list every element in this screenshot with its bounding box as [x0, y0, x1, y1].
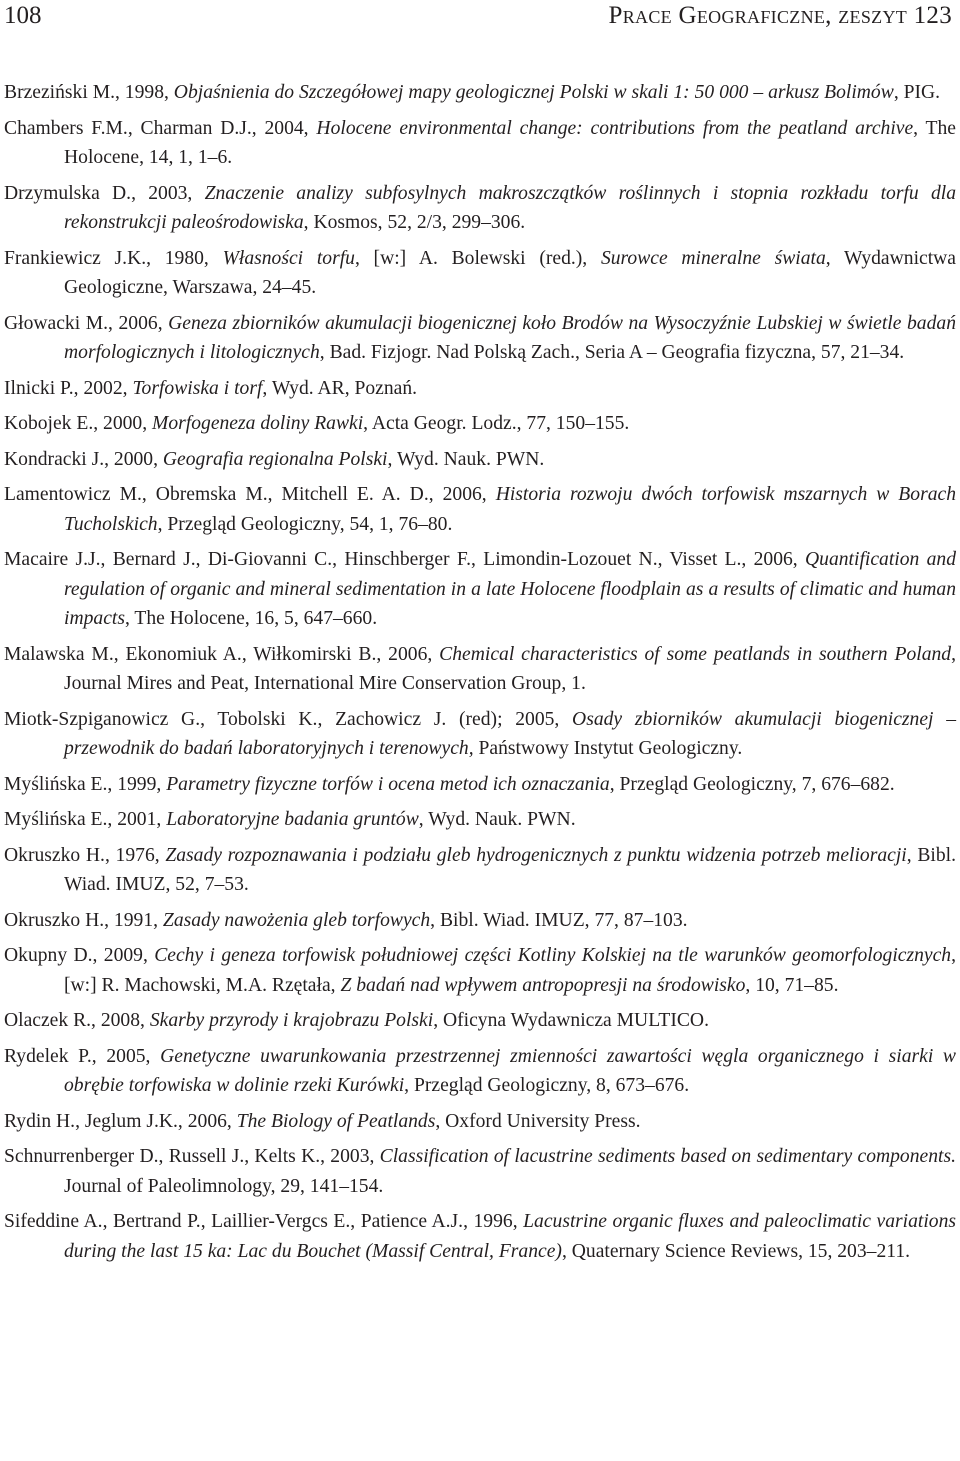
reference-entry: [0, 805, 960, 835]
reference-title: Holocene environmental change: contributions from the peatland archive: [316, 117, 914, 139]
reference-title: Quantification and regulation of organic and mineral sedimentation in a late Holocene floodplain as a results of climatic and human impacts: [64, 549, 956, 629]
reference-text: , 10, 71–85.: [745, 974, 839, 996]
reference-entry: [0, 906, 960, 936]
reference-text: Frankiewicz J.K., 1980,: [4, 247, 223, 269]
reference-entry: [0, 1006, 960, 1036]
reference-title: Własności torfu: [222, 247, 355, 269]
reference-entry: [0, 309, 960, 368]
journal-title: Prace Geograficzne, zeszyt 123: [608, 2, 952, 29]
reference-text: Ilnicki P., 2002,: [4, 377, 133, 399]
reference-text: Okruszko H., 1991,: [4, 909, 163, 931]
page-number: 108: [4, 2, 42, 29]
reference-entry: [0, 640, 960, 699]
reference-title: Geneza zbiorników akumulacji biogenicznej koło Brodów na Wysoczyźnie Lubskiej w świetle badań morfologicznych i litologicznych: [64, 312, 956, 363]
reference-list: [0, 78, 960, 1266]
reference-text: Okruszko H., 1976,: [4, 844, 166, 866]
reference-text: , Kosmos, 52, 2/3, 299–306.: [303, 212, 526, 233]
reference-text: , PIG.: [893, 82, 941, 103]
reference-title: Cechy i geneza torfowisk południowej części Kotliny Kolskiej na tle warunków geomorfologicznych: [154, 945, 952, 966]
reference-title: Laboratoryjne badania gruntów: [166, 809, 419, 830]
reference-title: Znaczenie analizy subfosylnych makroszczątków roślinnych i stopnia rozkładu torfu dla rekonstrukcji paleośrodowiska: [64, 182, 956, 233]
reference-text: Macaire J.J., Bernard J., Di-Giovanni C., Hinschberger F., Limondin-Lozouet N., Visset L., 2006,: [4, 549, 806, 570]
reference-title: Skarby przyrody i krajobrazu Polski: [149, 1010, 434, 1031]
reference-text: , Journal Mires and Peat, International Mire Conservation Group, 1.: [64, 643, 956, 694]
reference-title: Lacustrine organic fluxes and paleoclimatic variations during the last 15 ka: Lac du Bouchet (Massif Central, France): [64, 1211, 956, 1262]
reference-text: Rydelek P., 2005,: [4, 1045, 161, 1067]
reference-text: Rydin H., Jeglum J.K., 2006,: [4, 1110, 237, 1132]
reference-entry: [0, 445, 960, 475]
reference-text: , The Holocene, 14, 1, 1–6.: [64, 117, 957, 168]
reference-text: , Oficyna Wydawnicza MULTICO.: [433, 1010, 709, 1031]
reference-title: Geografia regionalna Polski: [162, 448, 388, 470]
reference-text: Olaczek R., 2008,: [4, 1010, 150, 1031]
reference-text: Głowacki M., 2006,: [4, 312, 169, 334]
reference-text: Miotk-Szpiganowicz G., Tobolski K., Zachowicz J. (red); 2005,: [4, 708, 573, 730]
reference-text: Okupny D., 2009,: [4, 945, 155, 966]
reference-title: Torfowiska i torf: [132, 377, 263, 399]
reference-title: Zasady rozpoznawania i podziału gleb hydrogenicznych z punktu widzenia potrzeb melioracji: [165, 844, 907, 866]
reference-title: Z badań nad wpływem antropopresji na środowisko: [340, 974, 746, 996]
reference-entry: [0, 374, 960, 404]
reference-text: Chambers F.M., Charman D.J., 2004,: [4, 117, 317, 139]
reference-title: Classification of lacustrine sediments based on sedimentary components.: [379, 1146, 956, 1167]
reference-entry: [0, 1107, 960, 1137]
reference-text: Lamentowicz M., Obremska M., Mitchell E. A. D., 2006,: [4, 484, 496, 505]
reference-text: Kobojek E., 2000,: [4, 413, 153, 434]
reference-text: , Bad. Fizjogr. Nad Polską Zach., Seria A – Geografia fizyczna, 57, 21–34.: [319, 342, 905, 363]
reference-text: , [w:] A. Bolewski (red.),: [354, 247, 601, 269]
reference-text: Myślińska E., 2001,: [4, 809, 167, 830]
reference-text: Państwowy Instytut Geologiczny.: [473, 738, 743, 759]
reference-text: Brzeziński M., 1998,: [4, 82, 174, 103]
reference-title: Osady zbiorników akumulacji biogenicznej – przewodnik do badań laboratoryjnych i terenowych,: [64, 708, 956, 759]
reference-entry: [0, 78, 960, 108]
reference-entry: [0, 545, 960, 634]
reference-entry: [0, 941, 960, 1000]
reference-entry: [0, 1042, 960, 1101]
reference-text: , Oxford University Press.: [435, 1110, 641, 1132]
reference-text: Schnurrenberger D., Russell J., Kelts K., 2003,: [4, 1146, 380, 1167]
reference-text: , Przegląd Geologiczny, 8, 673–676.: [404, 1075, 690, 1096]
reference-entry: [0, 179, 960, 238]
reference-text: , Quaternary Science Reviews, 15, 203–211.: [561, 1240, 911, 1262]
reference-text: , Bibl. Wiad. IMUZ, 52, 7–53.: [64, 844, 956, 895]
reference-text: Journal of Paleolimnology, 29, 141–154.: [64, 1175, 384, 1197]
reference-text: , Bibl. Wiad. IMUZ, 77, 87–103.: [430, 909, 688, 931]
reference-text: , Przegląd Geologiczny, 7, 676–682.: [609, 773, 895, 795]
reference-text: , [w:] R. Machowski, M.A. Rzętała,: [64, 945, 956, 996]
reference-text: Drzymulska D., 2003,: [4, 182, 205, 204]
reference-entry: [0, 409, 960, 439]
reference-text: Sifeddine A., Bertrand P., Laillier-Vergcs E., Patience A.J., 1996,: [4, 1211, 524, 1232]
reference-entry: [0, 705, 960, 764]
reference-title: The Biology of Peatlands: [236, 1110, 436, 1132]
reference-entry: [0, 244, 960, 303]
reference-title: Parametry fizyczne torfów i ocena metod ich oznaczania: [166, 773, 610, 795]
reference-entry: [0, 480, 960, 539]
reference-entry: [0, 1142, 960, 1201]
reference-text: Malawska M., Ekonomiuk A., Wiłkomirski B., 2006,: [4, 643, 440, 665]
reference-entry: [0, 1207, 960, 1266]
running-header: [0, 0, 960, 44]
reference-text: , The Holocene, 16, 5, 647–660.: [124, 608, 378, 629]
reference-title: Objaśnienia do Szczegółowej mapy geologicznej Polski w skali 1: 50 000 – arkusz Bolimów: [173, 82, 894, 103]
reference-title: Morfogeneza doliny Rawki: [152, 413, 364, 434]
reference-entry: [0, 114, 960, 173]
reference-title: Genetyczne uwarunkowania przestrzennej zmienności zawartości węgla organicznego i siarki w obrębie torfowiska w dolinie rzeki Kurówki: [64, 1045, 956, 1096]
reference-text: , Przegląd Geologiczny, 54, 1, 76–80.: [157, 513, 453, 535]
reference-text: , Wydawnictwa Geologiczne, Warszawa, 24–45.: [64, 247, 956, 298]
reference-entry: [0, 770, 960, 800]
reference-text: , Acta Geogr. Lodz., 77, 150–155.: [363, 413, 630, 434]
reference-text: Kondracki J., 2000,: [4, 448, 163, 470]
reference-text: , Wyd. Nauk. PWN.: [387, 448, 545, 470]
reference-title: Surowce mineralne świata: [600, 247, 826, 269]
reference-text: Myślińska E., 1999,: [4, 773, 167, 795]
reference-text: , Wyd. AR, Poznań.: [262, 377, 418, 399]
reference-title: Zasady nawożenia gleb torfowych: [162, 909, 431, 931]
reference-title: Chemical characteristics of some peatlands in southern Poland: [439, 643, 952, 665]
reference-text: , Wyd. Nauk. PWN.: [418, 809, 576, 830]
reference-title: Historia rozwoju dwóch torfowisk mszarnych w Borach Tucholskich: [64, 484, 956, 535]
reference-entry: [0, 841, 960, 900]
